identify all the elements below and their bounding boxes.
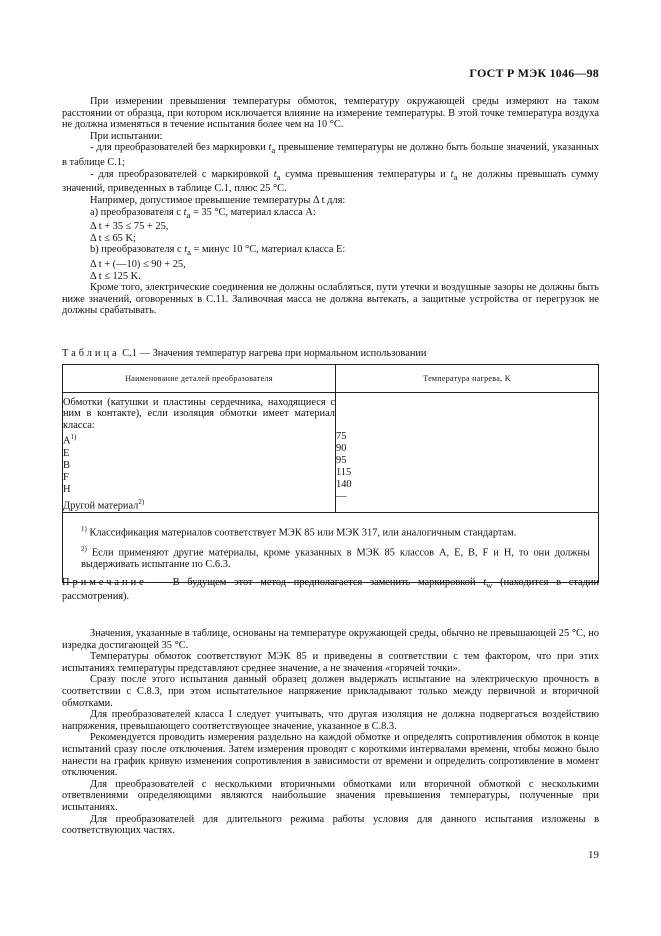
intro-section (62, 96, 599, 317)
temperature-table (62, 364, 599, 583)
paragraph: Для преобразователей для длительного режима работы условия для данного испытания изложены в соответствующих частях. (62, 813, 599, 837)
paragraph: Для преобразователей класса I следует учитывать, что другая изоляция не должна подвергаться воздействию напряжения, превышающего соответствующее значение, указанное в С.8.3. (62, 709, 599, 732)
table-caption: Таблица С.1 — Значения температур нагрева при нормальном использовании (62, 348, 427, 359)
temperature-value: 140 (336, 479, 352, 490)
page-number: 19 (588, 849, 599, 861)
example-line: a) преобразователя с $t_a = 35$ °С, материал класса А: (90, 206, 316, 220)
material-class: Другой материал$^{2)}$ (63, 497, 145, 512)
list-item: - для преобразователей без маркировки $t_a$ превышение температуры не должно быть больше значений, указанных в таблице С.1; (62, 142, 599, 169)
paragraph: При испытании: (90, 130, 163, 142)
temp-list (336, 431, 598, 503)
formula-line: Δ t + (—10) ≤ 90 + 25, (90, 259, 186, 271)
temperature-value: 90 (336, 443, 347, 454)
temperature-value: 75 (336, 431, 347, 442)
material-class: B (63, 459, 70, 471)
footnote-1: $^{1)}$ Классификация материалов соответствует МЭК 85 или МЭК 317, или аналогичным стандартам. (81, 525, 517, 539)
paragraph: Для преобразователей с несколькими вторичными обмотками или вторичной обмоткой с несколькими ответвлениями определяющими являются наибольшие значения превышения температуры, полученные при испытаниях. (62, 778, 599, 813)
footnote-2: $^{2)}$ Если применяют другие материалы, кроме указанных в МЭК 85 классов A, E, B, F и H, то они должны выдерживать испытание по С.6.3. (81, 544, 590, 571)
class-list (63, 431, 335, 512)
paragraph: Например, допустимое превышение температуры Δ t для: (90, 194, 346, 206)
material-class: F (63, 471, 69, 483)
temperature-value: — (336, 491, 347, 502)
temperature-value: 115 (336, 467, 352, 478)
formula-line: Δ t + 35 ≤ 75 + 25, (90, 221, 169, 233)
body-section (62, 628, 599, 837)
paragraph: Кроме того, электрические соединения не должны ослабляться, пути утечки и воздушные зазоры не должны быть ниже значений, оговоренных в С.11. Заливочная масса не должна вытекать, а защитные устройства от перегрузок не должны срабатывать. (62, 282, 599, 317)
list-item: - для преобразователей с маркировкой $t_a$ сумма превышения температуры и $t_a$ не должны превышать сумму значений, приведенных в таблице С.1, плюс 25 °С. (62, 168, 599, 195)
table-footnotes (63, 513, 599, 583)
material-class: $A^{1)}$ (63, 433, 77, 447)
table-header-temperature: Температура нагрева, K (336, 365, 599, 393)
paragraph: Сразу после этого испытания данный образец должен выдержать испытание на электрическую прочность в соответствии с С.8.3, при этом испытательное напряжение прикладывают только между первичной и вторичной обмотками. (62, 674, 599, 709)
formula-line: Δ t ≤ 65 K; (90, 232, 136, 244)
table-cell-temps (336, 393, 599, 513)
note: Примечание — В будущем этот метод предполагается заменить маркировкой $t_w$ (находится в стадии рассмотрения). (62, 577, 600, 603)
material-class: H (63, 483, 71, 495)
paragraph: Температуры обмоток соответствуют МЭК 85 и приведены в соответствии с тем фактором, что при этих испытаниях температуры представляют среднее значение, а не значения «горячей точки». (62, 651, 599, 674)
paragraph: При измерении превышения температуры обмоток, температуру окружающей среды измеряют на таком расстоянии от образца, при котором исключается влияние на измерение температуры. В этой точке температура воздуха не должна изменяться в течение испытания более чем на 10 °С. (62, 96, 599, 131)
table-header-part: Наименование деталей преобразователя (63, 365, 336, 393)
example-line: b) преобразователя с $t_a$ = минус 10 °С, материал класса Е: (90, 244, 346, 258)
temperature-value: 95 (336, 455, 347, 466)
paragraph: Рекомендуется проводить измерения раздельно на каждой обмотке и определять сопротивления обмоток в конце испытаний сразу после отключения. Затем измерения проводят с короткими интервалами времени, чтобы можно было нанести на график кривую изменения сопротивления в зависимости от времени и определить сопротивление в момент отключения. (62, 732, 599, 779)
table-cell-parts (63, 393, 336, 513)
formula-line: Δ t ≤ 125 K. (90, 270, 141, 282)
material-class: E (63, 447, 70, 459)
paragraph: Значения, указанные в таблице, основаны на температуре окружающей среды, обычно не превышающей 25 °С, но изредка достигающей 35 °С. (62, 628, 599, 651)
winding-description: Обмотки (катушки и пластины сердечника, находящиеся с ним в контакте), если изоляция обмотки имеет материал класса: (63, 397, 335, 431)
document-header: ГОСТ Р МЭК 1046—98 (469, 66, 599, 80)
